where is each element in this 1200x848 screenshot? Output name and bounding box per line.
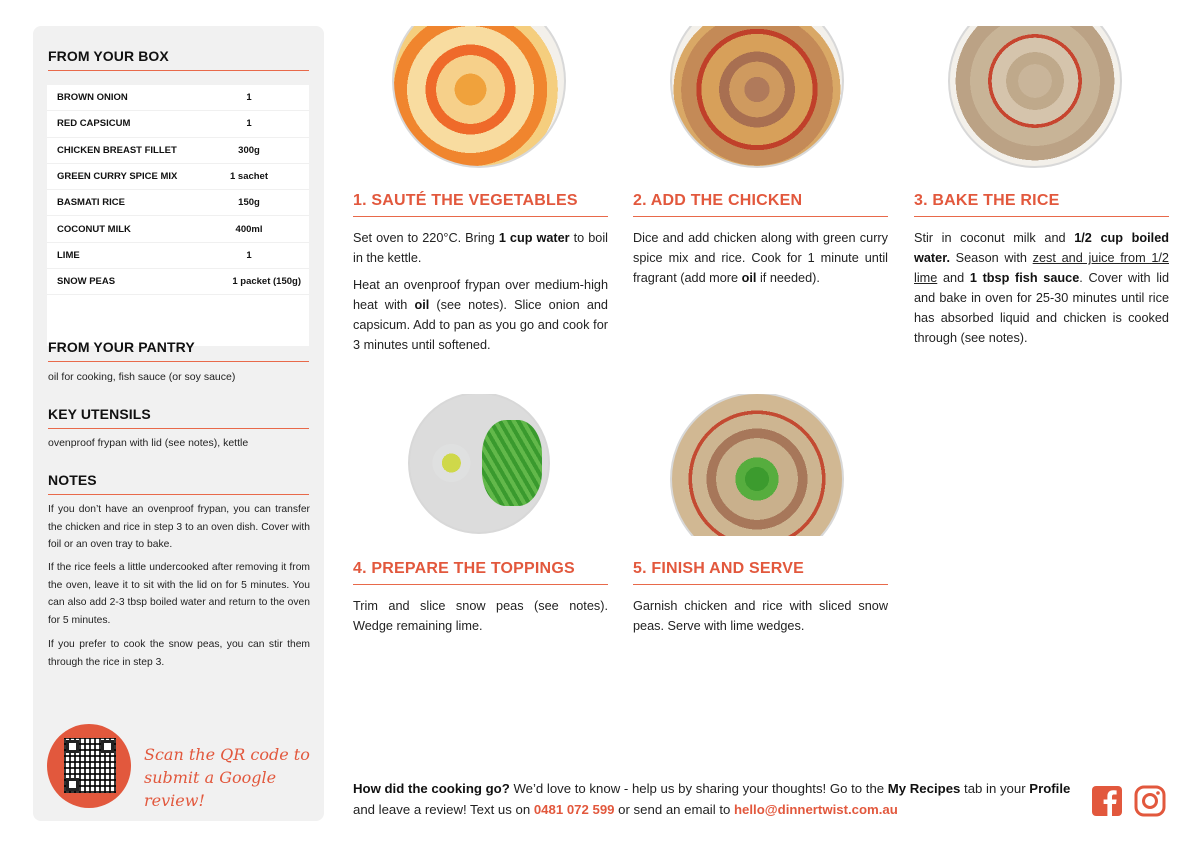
ingredient-row <box>47 243 309 269</box>
step5-title: 5. FINISH AND SERVE <box>633 560 804 577</box>
ingredient-name: GREEN CURRY SPICE MIX <box>57 171 178 183</box>
step2-title: 2. ADD THE CHICKEN <box>633 192 803 209</box>
instagram-icon[interactable] <box>1134 785 1166 817</box>
ingredient-name: CHICKEN BREAST FILLET <box>57 144 177 156</box>
ingredient-name: COCONUT MILK <box>57 223 131 235</box>
snow-peas <box>482 420 542 506</box>
step3-body <box>914 228 1169 355</box>
step3-title: 3. BAKE THE RICE <box>914 192 1060 209</box>
step4-body <box>353 596 608 643</box>
step3-para: Stir in coconut milk and 1/2 cup boiled water. Season with zest and juice from 1/2 lime and 1 tbsp fish sauce. Cover with lid and bake in oven for 25-30 minutes until rice has absorbed liquid and chicken is cooked through (see notes). <box>914 231 1170 345</box>
review-prompt <box>353 778 1083 820</box>
ingredient-qty: 1 <box>246 92 252 104</box>
review-question: How did the cooking go? <box>353 781 510 796</box>
step1-para: Set oven to 220°C. Bring 1 cup water to boil in the kettle. <box>353 231 609 265</box>
ingredient-qty: 1 <box>246 249 252 261</box>
qr-code-icon[interactable] <box>64 738 116 793</box>
phone-link[interactable]: 0481 072 599 <box>533 802 615 817</box>
ingredient-row <box>47 111 309 137</box>
utensils-rule <box>48 428 309 429</box>
ingredient-name: LIME <box>57 249 80 261</box>
utensils-heading: KEY UTENSILS <box>48 406 151 422</box>
pantry-heading: FROM YOUR PANTRY <box>48 339 195 355</box>
qr-finder <box>101 740 114 753</box>
step4-photo <box>392 394 566 536</box>
ingredient-qty: 300g <box>238 144 260 156</box>
note-paragraph: If you don’t have an ovenproof frypan, you can transfer the chicken and rice in step 3 to an oven dish. Cover with foil or an oven tray to bake. <box>48 504 310 550</box>
ingredients-table <box>47 85 309 346</box>
step5-photo <box>670 394 844 536</box>
facebook-icon[interactable] <box>1091 785 1123 817</box>
ingredient-row <box>47 216 309 242</box>
ingredient-row <box>47 190 309 216</box>
step3-rule <box>914 216 1169 217</box>
ingredient-row <box>47 138 309 164</box>
pantry-rule <box>48 361 309 362</box>
step1-photo <box>392 26 566 168</box>
step1-para: Heat an ovenproof frypan over medium-high heat with oil (see notes). Slice onion and capsicum. Add to pan as you go and cook for 3 minutes until softened. <box>353 278 608 352</box>
ingredient-name: BASMATI RICE <box>57 197 125 209</box>
footer-text: tab in your <box>960 781 1030 796</box>
qr-finder <box>66 778 79 791</box>
step3-photo <box>948 26 1122 168</box>
ingredient-qty: 400ml <box>235 223 263 235</box>
ingredient-name: RED CAPSICUM <box>57 118 131 130</box>
ingredient-row <box>47 269 309 295</box>
step2-rule <box>633 216 888 217</box>
qr-badge <box>47 724 131 808</box>
step4-para: Trim and slice snow peas (see notes). Wedge remaining lime. <box>353 599 608 633</box>
footer-text: and leave a review! Text us on <box>353 802 534 817</box>
qr-cta-line1: Scan the QR code to <box>144 745 310 764</box>
step5-body <box>633 596 888 643</box>
pantry-text: oil for cooking, fish sauce (or soy sauce) <box>48 371 236 383</box>
step1-body <box>353 228 608 362</box>
sidebar <box>33 26 324 821</box>
step4-rule <box>353 584 608 585</box>
ingredient-row <box>47 85 309 111</box>
ingredient-qty: 1 packet (150g) <box>232 276 301 288</box>
step2-body <box>633 228 888 295</box>
note-paragraph: If the rice feels a little undercooked after removing it from the oven, leave it to sit with the lid on for 5 minutes. You can also add 2-3 tbsp boiled water and return to the oven for 5 minutes. <box>48 562 310 626</box>
step2-para: Dice and add chicken along with green curry spice mix and rice. Cook for 1 minute until fragrant (add more oil if needed). <box>633 231 888 285</box>
notes-rule <box>48 494 309 495</box>
ingredient-name: BROWN ONION <box>57 92 128 104</box>
qr-cta-line2: submit a Google review! <box>144 768 277 810</box>
ingredient-row <box>47 164 309 190</box>
step4-title: 4. PREPARE THE TOPPINGS <box>353 560 575 577</box>
qr-finder <box>66 740 79 753</box>
utensils-text: ovenproof frypan with lid (see notes), kettle <box>48 437 249 449</box>
step5-rule <box>633 584 888 585</box>
my-recipes-label: My Recipes <box>887 781 961 796</box>
qr-call-to-action <box>144 743 314 812</box>
ingredient-qty: 150g <box>238 197 260 209</box>
ingredient-name: SNOW PEAS <box>57 276 116 288</box>
step5-para: Garnish chicken and rice with sliced snow peas. Serve with lime wedges. <box>633 599 888 633</box>
notes-heading: NOTES <box>48 472 97 488</box>
step1-rule <box>353 216 608 217</box>
footer-text: or send an email to <box>614 802 734 817</box>
from-box-heading: FROM YOUR BOX <box>48 48 169 64</box>
ingredient-qty: 1 <box>246 118 252 130</box>
profile-label: Profile <box>1029 781 1071 796</box>
ingredient-qty: 1 sachet <box>229 171 269 183</box>
footer-text: We’d love to know - help us by sharing your thoughts! Go to the <box>509 781 888 796</box>
step1-title: 1. SAUTÉ THE VEGETABLES <box>353 192 578 209</box>
note-paragraph: If you prefer to cook the snow peas, you can stir them through the rice in step 3. <box>48 639 310 668</box>
email-link[interactable]: hello@dinnertwist.com.au <box>734 802 898 817</box>
from-box-rule <box>48 70 309 71</box>
step2-photo <box>670 26 844 168</box>
